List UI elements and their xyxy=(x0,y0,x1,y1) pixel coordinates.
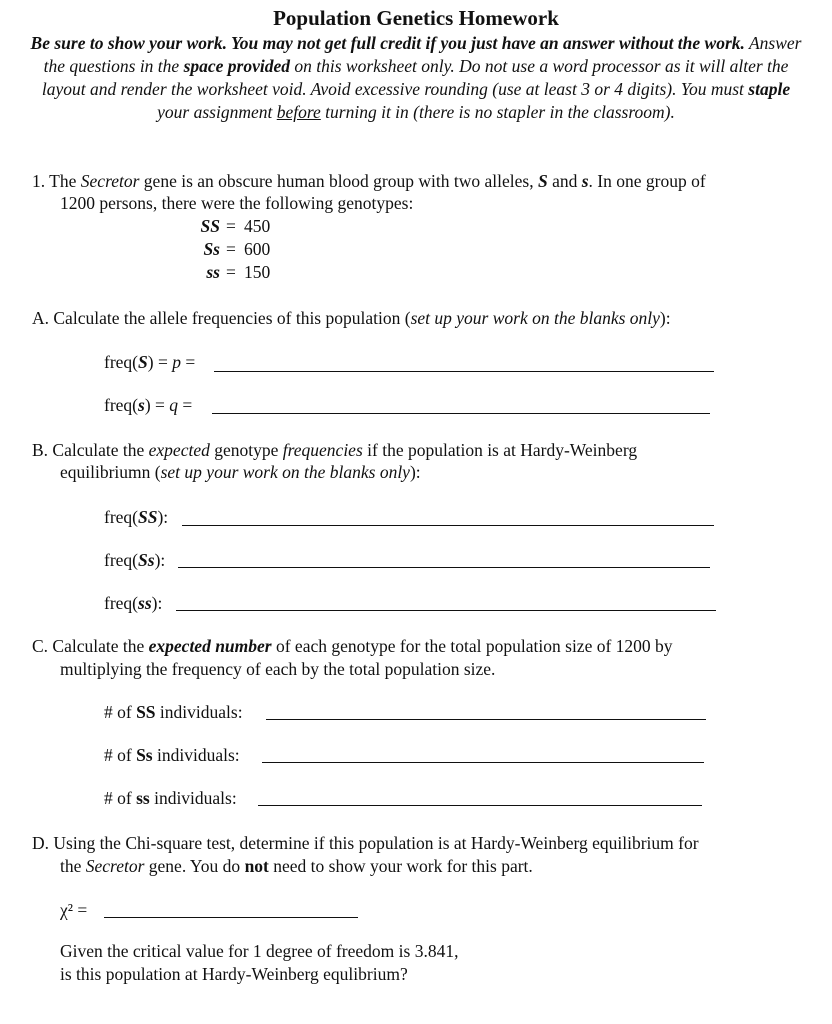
question-1-line-1 xyxy=(32,170,706,193)
part-c-text: C. Calculate the xyxy=(32,636,149,656)
genotype-equals: = xyxy=(226,239,236,259)
part-a-text: ): xyxy=(659,308,671,328)
instr-bold-1: Be sure to show your work. You may not get full credit if you just have an answer without the work. xyxy=(30,33,745,53)
part-d-prompt-line-2 xyxy=(60,856,533,877)
count-Ss-label xyxy=(104,745,240,766)
label-text: individuals: xyxy=(149,788,237,808)
instr-text-1: Answer the questions in the xyxy=(43,33,802,76)
label-variable: p xyxy=(172,352,181,372)
part-b-prompt-line-2 xyxy=(60,462,421,483)
label-text: = xyxy=(180,352,196,372)
label-text: ): xyxy=(157,507,169,527)
critical-value-line-2: is this population at Hardy-Weinberg equlibrium? xyxy=(60,964,408,984)
part-c-emphasis: expected number xyxy=(148,636,272,656)
part-a-prompt xyxy=(32,308,671,329)
freq-SS-label xyxy=(104,507,168,528)
count-SS-label xyxy=(104,702,243,723)
label-genotype: SS xyxy=(136,702,156,722)
part-b-text: B. Calculate the xyxy=(32,440,149,460)
part-b-prompt-line-1 xyxy=(32,440,637,461)
freq-p-label xyxy=(104,352,195,373)
label-allele: S xyxy=(138,352,148,372)
answer-blank-freq-ss[interactable] xyxy=(176,610,716,611)
label-text: ) = xyxy=(147,352,173,372)
label-genotype: Ss xyxy=(138,550,155,570)
label-text: freq( xyxy=(104,352,139,372)
answer-blank-freq-Ss[interactable] xyxy=(178,567,710,568)
critical-value-line-1: Given the critical value for 1 degree of freedom is 3.841, xyxy=(60,941,459,961)
genotype-equals: = xyxy=(226,262,236,282)
answer-blank-count-Ss[interactable] xyxy=(262,762,704,763)
part-d-prompt-line-1: D. Using the Chi-square test, determine if this population is at Hardy-Weinberg equilibrium for xyxy=(32,833,699,853)
label-text: freq( xyxy=(104,395,139,415)
label-allele: s xyxy=(138,395,145,415)
label-variable: q xyxy=(169,395,179,415)
label-text: # of xyxy=(104,702,137,722)
part-b-text: ): xyxy=(409,462,421,482)
part-b-text: if the population is at Hardy-Weinberg xyxy=(362,440,638,460)
label-text: ): xyxy=(151,593,163,613)
q1-text: gene is an obscure human blood group with two alleles, xyxy=(139,171,538,191)
instr-underline: before xyxy=(276,102,321,122)
label-text: individuals: xyxy=(155,702,243,722)
label-text: individuals: xyxy=(152,745,240,765)
answer-blank-freq-q[interactable] xyxy=(212,413,710,414)
q1-text: . In one group of xyxy=(588,171,706,191)
label-genotype: ss xyxy=(138,593,152,613)
part-c-prompt-line-1 xyxy=(32,636,673,657)
freq-q-label xyxy=(104,395,192,416)
part-d-emphasis: Secretor xyxy=(85,856,145,876)
part-a-emphasis: set up your work on the blanks only xyxy=(410,308,660,328)
part-b-text: genotype xyxy=(209,440,283,460)
freq-ss-label xyxy=(104,593,162,614)
part-b-emphasis: frequencies xyxy=(282,440,363,460)
genotype-label: SS xyxy=(200,216,220,236)
genotype-label: Ss xyxy=(203,239,220,259)
label-genotype: SS xyxy=(138,507,158,527)
instr-text-4: turning it in (there is no stapler in the classroom). xyxy=(320,102,675,122)
label-genotype: ss xyxy=(136,788,150,808)
part-b-text: equilibriumn ( xyxy=(60,462,161,482)
part-d-bold: not xyxy=(244,856,269,876)
label-genotype: Ss xyxy=(136,745,153,765)
instr-text-3: your assignment xyxy=(157,102,277,122)
label-text: freq( xyxy=(104,507,139,527)
instr-bold-3: staple xyxy=(748,79,791,99)
label-text: ): xyxy=(154,550,166,570)
part-d-text: need to show your work for this part. xyxy=(268,856,533,876)
q1-allele-2: s xyxy=(581,171,589,191)
part-b-emphasis: set up your work on the blanks only xyxy=(160,462,410,482)
q1-text: The xyxy=(45,171,81,191)
instr-bold-2: space provided xyxy=(183,56,290,76)
instr-text-2: on this worksheet only. Do not use a word processor as it will alter the layout and render the worksheet void. Avoid excessive rounding (use at least 3 or 4 digits). You must xyxy=(41,56,789,99)
genotype-count: 450 xyxy=(244,216,271,236)
chi-square-label: χ² = xyxy=(60,900,88,920)
q1-number: 1. xyxy=(32,171,46,191)
part-d-text: the xyxy=(60,856,86,876)
genotype-label: ss xyxy=(206,262,220,282)
label-text: # of xyxy=(104,745,137,765)
part-b-emphasis: expected xyxy=(148,440,210,460)
answer-blank-chi-square[interactable] xyxy=(104,917,358,918)
question-1-line-2: 1200 persons, there were the following genotypes: xyxy=(60,193,414,213)
q1-gene: Secretor xyxy=(80,171,140,191)
instructions xyxy=(26,32,806,124)
page-title: Population Genetics Homework xyxy=(273,6,559,30)
genotype-count: 150 xyxy=(244,262,271,282)
answer-blank-freq-p[interactable] xyxy=(214,371,714,372)
genotype-equals: = xyxy=(226,216,236,236)
genotype-count: 600 xyxy=(244,239,271,259)
answer-blank-count-SS[interactable] xyxy=(266,719,706,720)
q1-allele-1: S xyxy=(537,171,548,191)
part-a-text: A. Calculate the allele frequencies of this population ( xyxy=(32,308,411,328)
part-c-text: of each genotype for the total population size of 1200 by xyxy=(271,636,673,656)
part-c-prompt-line-2: multiplying the frequency of each by the total population size. xyxy=(60,659,496,679)
count-ss-label xyxy=(104,788,237,809)
answer-blank-count-ss[interactable] xyxy=(258,805,702,806)
part-d-text: gene. You do xyxy=(144,856,245,876)
label-text: = xyxy=(178,395,193,415)
label-text: freq( xyxy=(104,550,139,570)
freq-Ss-label xyxy=(104,550,165,571)
label-text: freq( xyxy=(104,593,139,613)
answer-blank-freq-SS[interactable] xyxy=(182,525,714,526)
label-text: # of xyxy=(104,788,137,808)
q1-text: and xyxy=(547,171,582,191)
label-text: ) = xyxy=(144,395,170,415)
